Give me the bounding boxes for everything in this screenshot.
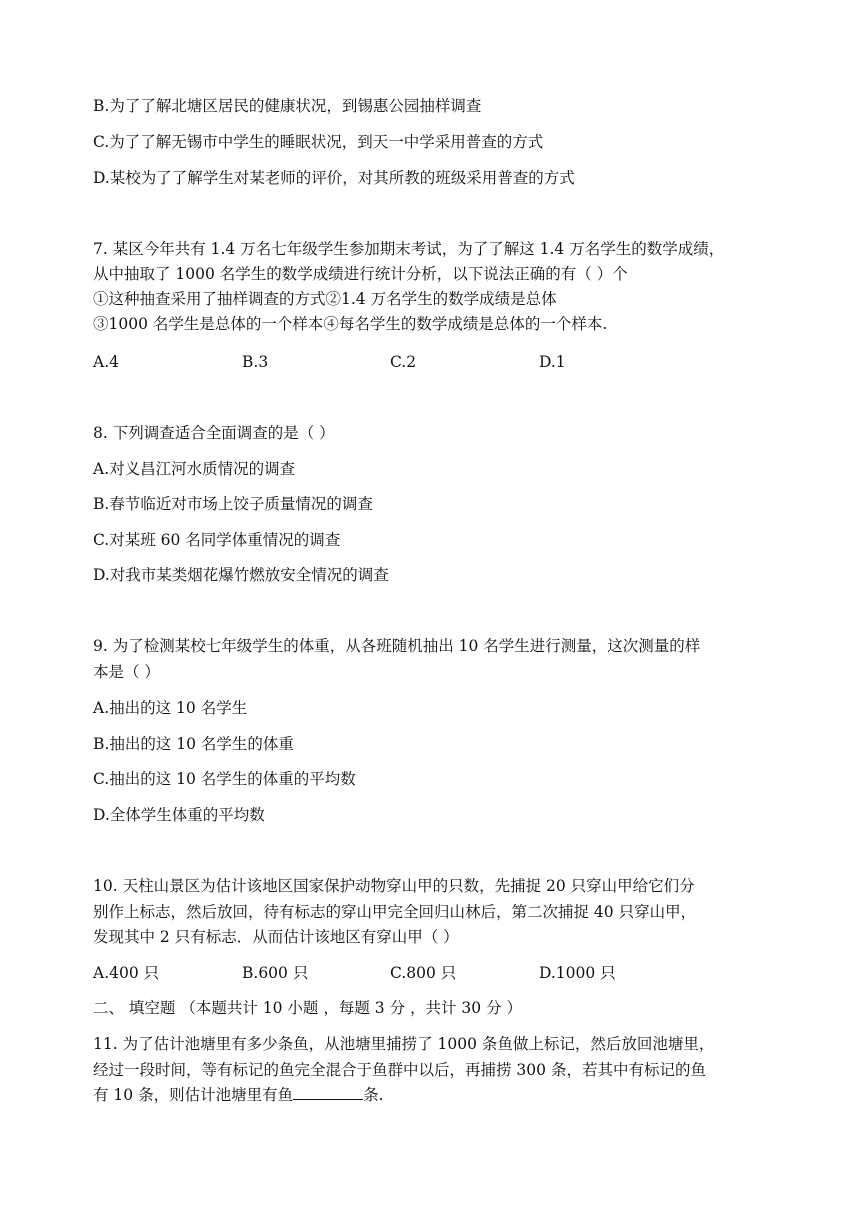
section-heading: 二、 填空题 （本题共计 10 小题 ，每题 3 分 ，共计 30 分 ） — [93, 999, 523, 1017]
q9-option-c: C.抽出的这 10 名学生的体重的平均数 — [93, 770, 356, 788]
q11-stem-line3-prefix: 有 10 条，则估计池塘里有鱼 — [93, 1086, 294, 1104]
q10-option-b: B.600 只 — [242, 964, 309, 982]
q6-option-b: B.为了了解北塘区居民的健康状况，到锡惠公园抽样调查 — [93, 97, 482, 115]
q10-stem-line3: 发现其中 2 只有标志．从而估计该地区有穿山甲（ ） — [93, 928, 459, 946]
q10-stem-line1: 10. 天柱山景区为估计该地区国家保护动物穿山甲的只数，先捕捉 20 只穿山甲给它们分 — [93, 877, 695, 895]
q8-option-b: B.春节临近对市场上饺子质量情况的调查 — [93, 495, 373, 513]
q7-option-d: D.1 — [539, 353, 566, 371]
answer-blank[interactable] — [293, 1085, 363, 1100]
q11-stem-line3 — [93, 1084, 384, 1106]
q11-stem-line3-suffix: 条. — [363, 1086, 384, 1104]
q9-option-a: A.抽出的这 10 名学生 — [93, 699, 248, 717]
q8-stem: 8. 下列调查适合全面调查的是（ ） — [93, 424, 335, 442]
q7-stem-line2: 从中抽取了 1000 名学生的数学成绩进行统计分析，以下说法正确的有（ ）个 — [93, 265, 628, 283]
q6-option-c: C.为了了解无锡市中学生的睡眠状况，到天一中学采用普查的方式 — [93, 133, 544, 151]
q8-option-d: D.对我市某类烟花爆竹燃放安全情况的调查 — [93, 566, 389, 584]
q9-option-b: B.抽出的这 10 名学生的体重 — [93, 735, 294, 753]
q7-option-b: B.3 — [242, 353, 269, 371]
q10-option-c: C.800 只 — [390, 964, 457, 982]
q11-stem-line2: 经过一段时间，等有标记的鱼完全混合于鱼群中以后，再捕捞 300 条，若其中有标记的鱼 — [93, 1061, 706, 1079]
q10-stem-line2: 别作上标志，然后放回，待有标志的穿山甲完全回归山林后，第二次捕捉 40 只穿山甲， — [93, 903, 697, 921]
q8-option-c: C.对某班 60 名同学体重情况的调查 — [93, 531, 341, 549]
q7-statement-line1: ①这种抽查采用了抽样调查的方式②1.4 万名学生的数学成绩是总体 — [93, 290, 557, 308]
q9-stem-line1: 9. 为了检测某校七年级学生的体重，从各班随机抽出 10 名学生进行测量，这次测量的样 — [93, 637, 701, 655]
q7-option-a: A.4 — [93, 353, 119, 371]
q7-statement-line2: ③1000 名学生是总体的一个样本④每名学生的数学成绩是总体的一个样本. — [93, 315, 608, 333]
q10-option-d: D.1000 只 — [539, 964, 616, 982]
q8-option-a: A.对义昌江河水质情况的调查 — [93, 460, 296, 478]
q6-option-d: D.某校为了了解学生对某老师的评价，对其所教的班级采用普查的方式 — [93, 169, 575, 187]
q10-option-a: A.400 只 — [93, 964, 160, 982]
q11-stem-line1: 11. 为了估计池塘里有多少条鱼，从池塘里捕捞了 1000 条鱼做上标记，然后放回池塘里， — [93, 1035, 715, 1053]
q9-option-d: D.全体学生体重的平均数 — [93, 806, 265, 824]
q9-stem-line2: 本是（ ） — [93, 663, 160, 681]
q7-stem-line1: 7. 某区今年共有 1.4 万名七年级学生参加期末考试，为了了解这 1.4 万名学生的数学成绩， — [93, 240, 725, 258]
q7-option-c: C.2 — [390, 353, 417, 371]
